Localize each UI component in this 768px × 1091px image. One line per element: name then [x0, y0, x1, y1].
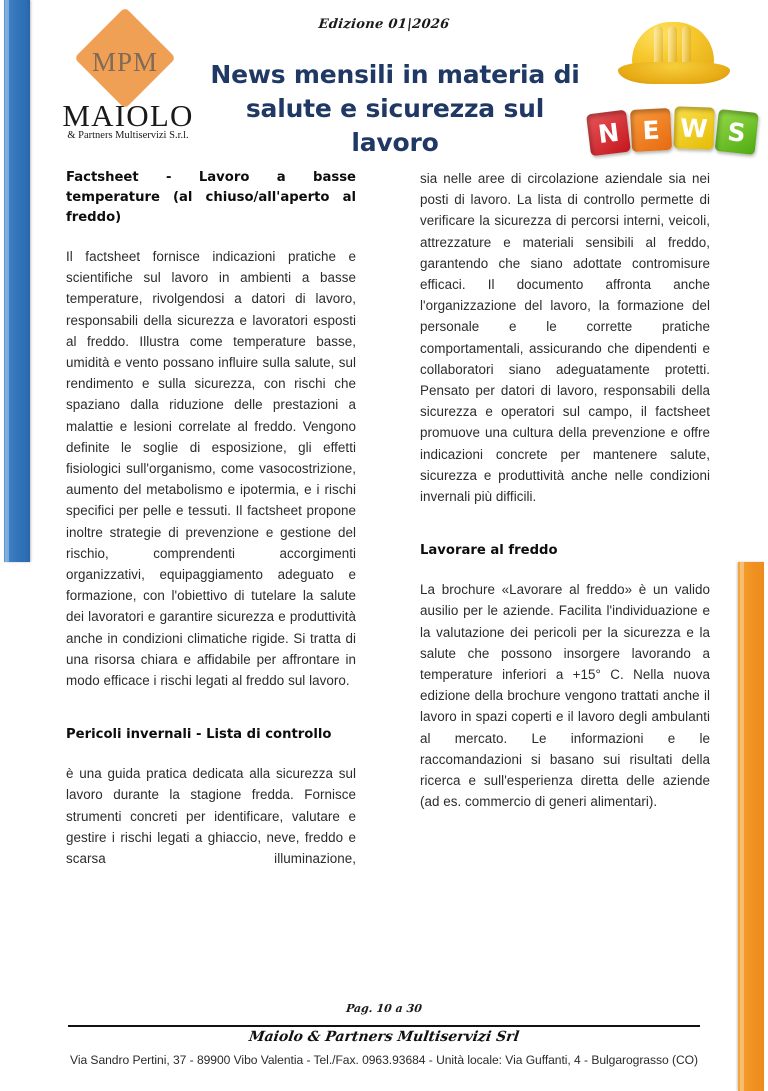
section-heading-lavorare-al-freddo: Lavorare al freddo	[420, 543, 558, 559]
news-cube-letter: W	[673, 106, 714, 149]
footer-address: Via Sandro Pertini, 37 - 89900 Vibo Valentia - Tel./Fax. 0963.93684 - Unità locale: Via Guffanti, 4 - Bulgarograsso (CO)	[70, 1053, 698, 1067]
spacer	[66, 691, 356, 725]
spacer	[420, 507, 710, 541]
spacer	[420, 561, 710, 579]
news-cube-letter: E	[630, 108, 672, 152]
edition-label: Edizione 01|2026	[317, 17, 451, 32]
column-right	[420, 168, 710, 812]
page-title-line-2: salute e sicurezza sul lavoro	[245, 94, 545, 157]
news-cube-letter: N	[586, 110, 631, 157]
page-title	[210, 58, 580, 160]
logo-tagline: & Partners Multiservizi S.r.l.	[67, 130, 189, 141]
page-number: Pag. 10 a 30	[345, 1002, 423, 1015]
logo-monogram: MPM	[91, 47, 159, 77]
page-title-line-1: News mensili in materia di	[210, 60, 580, 89]
column-left	[66, 168, 356, 869]
header-artwork	[588, 18, 758, 158]
spacer	[66, 745, 356, 763]
company-logo	[62, 20, 222, 158]
paragraph-factsheet-description: Il factsheet fornisce indicazioni pratiche e scientifiche sul lavoro in ambienti a basse temperature, rivolgendosi a datori di lavoro, responsabili della sicurezza e lavoratori esposti al freddo. Illustra come temperature basse, umidità e vento possano influire sulla salute, sul rendimento e sulla sicurezza, con rischi che spaziano dalla riduzione delle prestazioni a malattie e lesioni correlate al freddo. Vengono definite le soglie di esposizione, gli effetti fisiologici sull'organismo, come vasocostrizione, aumento del metabolismo e ipotermia, e i rischi specifici per pelle e tessuti. Il factsheet propone inoltre strategie di prevenzione e gestione del rischio, comprendenti accorgimenti organizzativi, equipaggiamento adeguato e formazione, con l'obiettivo di tutelare la salute dei lavoratori e garantire sicurezza e produttività anche in condizioni climatiche rigide. Si tratta di una risorsa chiara e affidabile per affrontare in modo efficace i rischi legati al freddo sul lavoro.	[66, 249, 356, 689]
page-header	[0, 0, 768, 158]
paragraph-pericoli-invernali: è una guida pratica dedicata alla sicurezza sul lavoro durante la stagione fredda. Fornisce strumenti concreti per identificare, valutare e gestire i rischi legati a ghiaccio, neve, freddo e scarsa illuminazione,	[66, 766, 356, 867]
news-cubes-icon	[588, 88, 758, 150]
spacer	[66, 228, 356, 246]
section-heading-pericoli-invernali: Pericoli invernali - Lista di controllo	[66, 727, 332, 743]
news-cube-letter: S	[715, 109, 759, 155]
hard-hat-icon	[618, 22, 730, 84]
logo-name: MAIOLO	[62, 98, 194, 133]
section-heading-factsheet: Factsheet - Lavoro a basse temperature (al chiuso/all'aperto al freddo)	[66, 170, 356, 225]
page-footer	[0, 1000, 768, 1091]
paragraph-lavorare-al-freddo: La brochure «Lavorare al freddo» è un valido ausilio per le aziende. Facilita l'individuazione e la valutazione dei pericoli per la sicurezza e la salute che possono insorgere lavorando a temperature inferiori a +15° C. Nella nuova edizione della brochure vengono trattati anche il lavoro in spazi coperti e il lavoro degli ambulanti al mercato. Le informazioni e le raccomandazioni si basano sui risultati della ricerca e sull'esperienza diretta delle aziende (ad es. commercio di generi alimentari).	[420, 582, 710, 810]
footer-company-name: Maiolo & Partners Multiservizi Srl	[247, 1029, 521, 1045]
paragraph-checklist-continuation: sia nelle aree di circolazione aziendale sia nei posti di lavoro. La lista di controllo permette di verificare la sicurezza di percorsi interni, veicoli, attrezzature e materiali sensibili al freddo, garantendo che siano adottate contromisure efficaci. Il documento affronta anche l'organizzazione del lavoro, la formazione del personale e le corrette pratiche comportamentali, assicurando che dipendenti e collaboratori siano adeguatamente protetti. Pensato per datori di lavoro, responsabili della sicurezza e operatori sul campo, il factsheet promuove una cultura della prevenzione e offre indicazioni concrete per mantenere salute, sicurezza e produttività anche nelle condizioni invernali più difficili.	[420, 171, 710, 505]
footer-divider	[68, 1025, 700, 1027]
article-body	[0, 168, 768, 1000]
hard-hat-brim	[618, 62, 730, 84]
